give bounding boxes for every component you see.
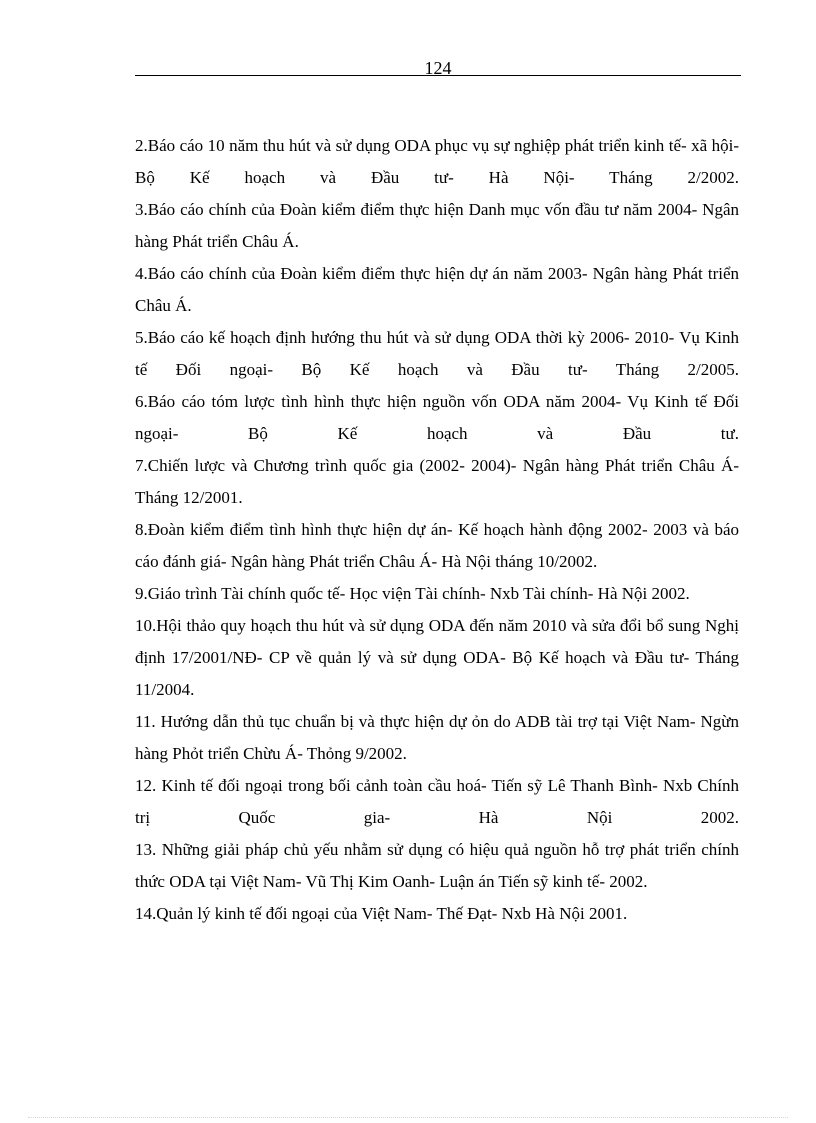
reference-item: 14.Quản lý kinh tế đối ngoại của Việt Nam- Thế Đạt- Nxb Hà Nội 2001. — [135, 904, 628, 923]
reference-item: 10.Hội thảo quy hoạch thu hút và sử dụng ODA đến năm 2010 và sửa đổi bổ sung Nghị định 17/2001/NĐ- CP về quản lý và sử dụng ODA- Bộ Kế hoạch và Đầu tư- Tháng 11/2004. — [135, 616, 739, 699]
reference-item: 4.Báo cáo chính của Đoàn kiểm điểm thực hiện dự án năm 2003- Ngân hàng Phát triển Châu Á. — [135, 264, 739, 315]
references-list — [135, 130, 739, 930]
header-rule — [135, 75, 741, 76]
reference-item: 7.Chiến lược và Chương trình quốc gia (2002- 2004)- Ngân hàng Phát triển Châu Á- Tháng 12/2001. — [135, 456, 739, 507]
reference-item: 11. Hướng dẫn thủ tục chuẩn bị và thực hiện dự ỏn do ADB tài trợ tại Việt Nam- Ngừn hàng Phỏt triển Chừu Á- Thỏng 9/2002. — [135, 712, 739, 763]
reference-item: 3.Báo cáo chính của Đoàn kiểm điểm thực hiện Danh mục vốn đầu tư năm 2004- Ngân hàng Phát triển Châu Á. — [135, 200, 739, 251]
reference-item: 13. Những giải pháp chủ yếu nhằm sử dụng có hiệu quả nguồn hỗ trợ phát triển chính thức ODA tại Việt Nam- Vũ Thị Kim Oanh- Luận án Tiến sỹ kinh tế- 2002. — [135, 840, 739, 891]
page-number: 124 — [424, 58, 452, 78]
reference-item: 6.Báo cáo tóm lược tình hình thực hiện nguồn vốn ODA năm 2004- Vụ Kinh tế Đối ngoại- Bộ Kế hoạch và Đầu tư. — [135, 392, 739, 443]
reference-item: 12. Kinh tế đối ngoại trong bối cảnh toàn cầu hoá- Tiến sỹ Lê Thanh Bình- Nxb Chính trị Quốc gia- Hà Nội 2002. — [135, 776, 739, 827]
reference-item: 9.Giáo trình Tài chính quốc tế- Học viện Tài chính- Nxb Tài chính- Hà Nội 2002. — [135, 584, 690, 603]
reference-item: 8.Đoàn kiểm điểm tình hình thực hiện dự án- Kế hoạch hành động 2002- 2003 và báo cáo đánh giá- Ngân hàng Phát triển Châu Á- Hà Nội tháng 10/2002. — [135, 520, 739, 571]
reference-item: 2.Báo cáo 10 năm thu hút và sử dụng ODA phục vụ sự nghiệp phát triển kinh tế- xã hội- Bộ Kế hoạch và Đầu tư- Hà Nội- Tháng 2/2002. — [135, 136, 739, 187]
footer-dotted-line — [28, 1117, 788, 1118]
reference-item: 5.Báo cáo kế hoạch định hướng thu hút và sử dụng ODA thời kỳ 2006- 2010- Vụ Kinh tế Đối ngoại- Bộ Kế hoạch và Đầu tư- Tháng 2/2005. — [135, 328, 739, 379]
